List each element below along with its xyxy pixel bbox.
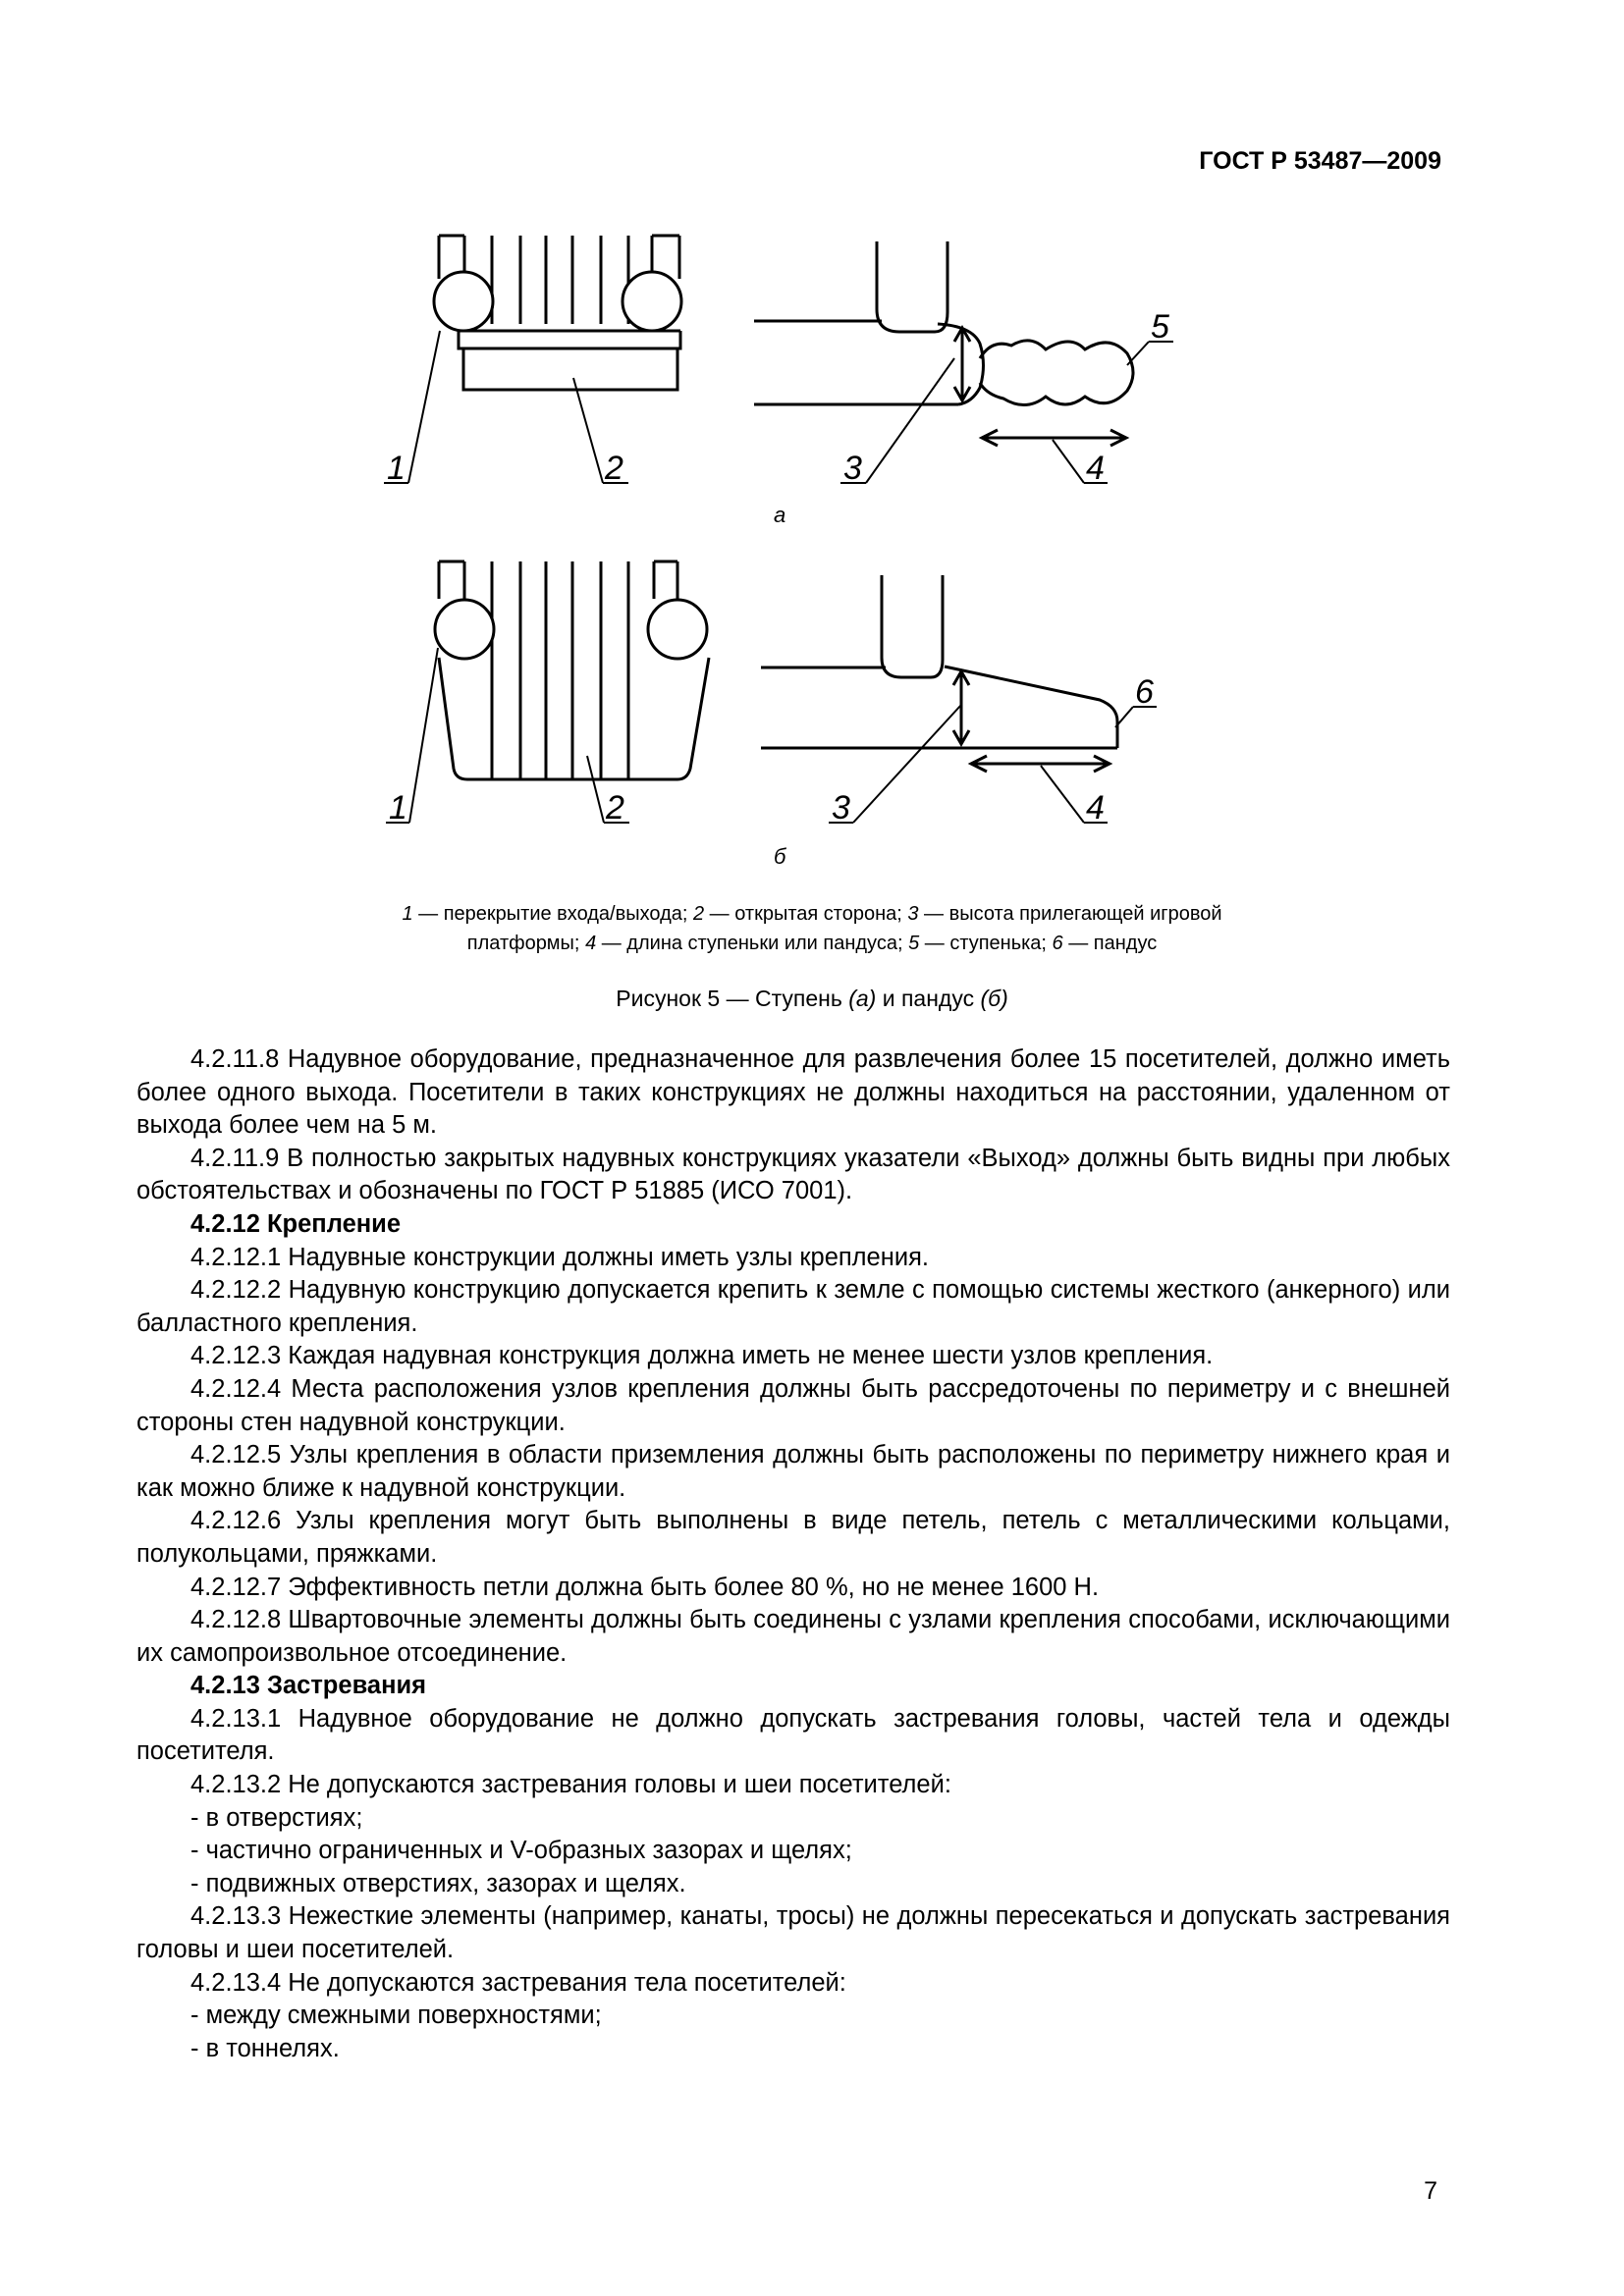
paragraph: 4.2.12.4 Места расположения узлов крепления должны быть рассредоточены по периметру и с внешней стороны стен надувной конструкции. — [136, 1374, 1450, 1436]
figure-legend — [0, 899, 1624, 958]
ramp-front-view — [435, 561, 709, 779]
paragraph: 4.2.13.3 Нежесткие элементы (например, канаты, тросы) не должны пересекаться и допускать застревания головы и шеи посетителей. — [136, 1902, 1450, 1964]
paragraph: 4.2.12.7 Эффективность петли должна быть более 80 %, но не менее 1600 Н. — [190, 1573, 1100, 1601]
paragraph: 4.2.12.5 Узлы крепления в области приземления должны быть расположены по периметру нижнего края и как можно ближе к надувной конструкции. — [136, 1441, 1450, 1502]
document-header: ГОСТ Р 53487—2009 — [1199, 147, 1441, 175]
callout-3-a: 3 — [843, 450, 862, 487]
paragraph: 4.2.13.4 Не допускаются застревания тела посетителей: — [190, 1968, 846, 1997]
paragraph: 4.2.12.8 Швартовочные элементы должны быть соединены с узлами крепления способами, исключающими их самопроизвольное отсоединение. — [136, 1606, 1450, 1667]
list-item: - между смежными поверхностями; — [190, 2002, 602, 2030]
figure-caption: Рисунок 5 — Ступень (а) и пандус (б) — [616, 986, 1008, 1011]
section-heading: 4.2.12 Крепление — [190, 1209, 402, 1238]
step-front-view — [434, 236, 681, 390]
paragraph: 4.2.12.6 Узлы крепления могут быть выполнены в виде петель, петель с металлическими кольцами, полукольцами, пряжками. — [136, 1507, 1450, 1568]
legend-line-2: платформы; 4 — длина ступеньки или пандуса; 5 — ступенька; 6 — пандус — [466, 933, 1158, 954]
list-item: - подвижных отверстиях, зазорах и щелях. — [190, 1869, 686, 1897]
page-number: 7 — [1424, 2177, 1437, 2205]
legend-line-1: 1 — перекрытие входа/выхода; 2 — открытая сторона; 3 — высота прилегающей игровой — [402, 903, 1222, 925]
callout-6-b: 6 — [1135, 673, 1154, 711]
callout-underlines — [384, 342, 1173, 823]
callout-2-a: 2 — [605, 450, 623, 487]
step-side-view — [754, 241, 1133, 446]
document-body — [136, 1043, 1450, 2065]
callout-4-a: 4 — [1086, 450, 1105, 487]
paragraph: 4.2.13.2 Не допускаются застревания головы и шеи посетителей: — [190, 1771, 951, 1799]
list-item: - в отверстиях; — [190, 1803, 363, 1832]
sublabel-a: а — [774, 503, 786, 527]
paragraph: 4.2.11.8 Надувное оборудование, предназначенное для развлечения более 15 посетителей, должно иметь более одного выхода. Посетители в таких конструкциях не должны находиться на расстоянии, удаленном от выхода более чем на 5 м. — [136, 1045, 1450, 1140]
callout-1-a: 1 — [387, 450, 406, 487]
callout-2-b: 2 — [606, 789, 624, 827]
paragraph: 4.2.11.9 В полностью закрытых надувных конструкциях указатели «Выход» должны быть видны при любых обстоятельствах и обозначены по ГОСТ Р 51885 (ИСО 7001). — [136, 1144, 1450, 1205]
sublabel-b: б — [774, 844, 786, 869]
figure-5 — [0, 0, 1624, 982]
paragraph: 4.2.13.1 Надувное оборудование не должно допускать застревания головы, частей тела и одежды посетителя. — [136, 1704, 1450, 1766]
figure-5-drawing — [0, 0, 1624, 982]
section-heading: 4.2.13 Застревания — [190, 1672, 427, 1700]
callout-1-b: 1 — [389, 789, 407, 827]
callout-5-a: 5 — [1151, 308, 1169, 346]
paragraph: 4.2.12.2 Надувную конструкцию допускается крепить к земле с помощью системы жесткого (анкерного) или балластного крепления. — [136, 1276, 1450, 1337]
ramp-side-view — [761, 575, 1117, 772]
paragraph: 4.2.12.3 Каждая надувная конструкция должна иметь не менее шести узлов крепления. — [190, 1342, 1214, 1370]
callout-4-b: 4 — [1086, 789, 1105, 827]
callout-3-b: 3 — [832, 789, 850, 827]
list-item: - частично ограниченных и V-образных зазорах и щелях; — [190, 1837, 852, 1865]
paragraph: 4.2.12.1 Надувные конструкции должны иметь узлы крепления. — [190, 1243, 929, 1271]
list-item: - в тоннелях. — [190, 2034, 340, 2062]
